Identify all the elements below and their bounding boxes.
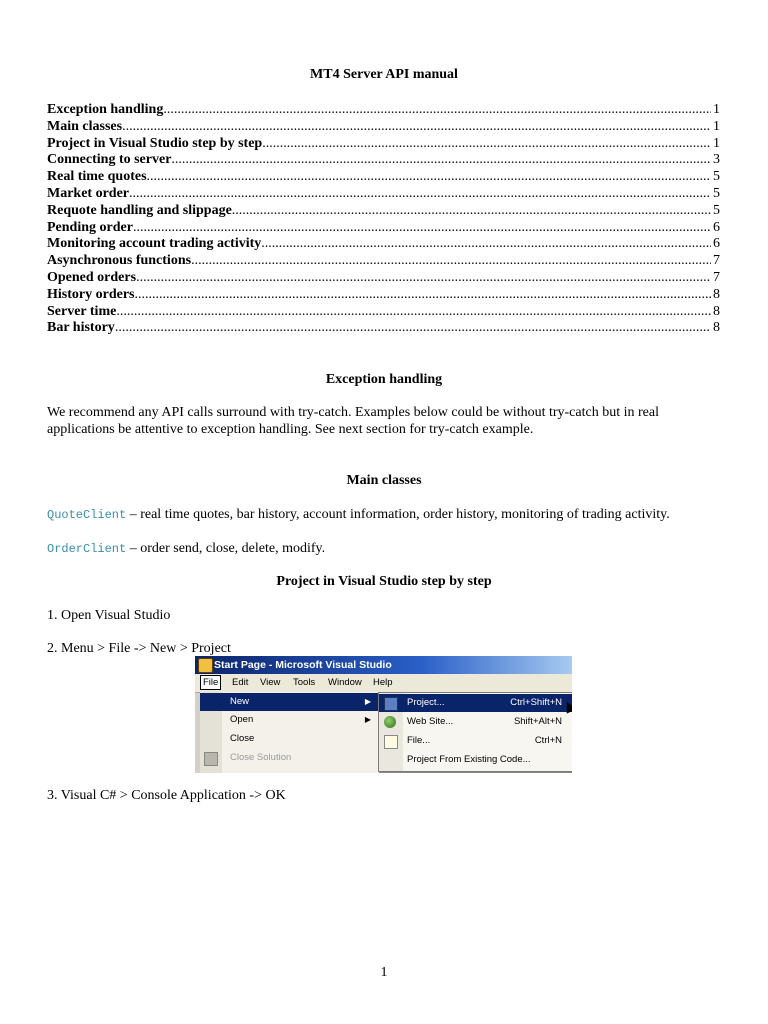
toc-leader-dots: [191, 253, 711, 270]
file-menu-open[interactable]: [200, 711, 379, 729]
table-of-contents: [47, 102, 720, 337]
menu-window[interactable]: Window: [328, 677, 362, 688]
toc-leader-dots: [163, 102, 711, 119]
toc-leader-dots: [262, 136, 711, 153]
file-menu-close-solution[interactable]: [200, 749, 379, 767]
window-title: Start Page - Microsoft Visual Studio: [214, 659, 392, 671]
toc-leader-dots: [147, 169, 711, 186]
toc-entry-page: 7: [713, 269, 720, 285]
toc-leader-dots: [115, 320, 711, 337]
toc-entry-title: Pending order: [47, 219, 133, 235]
toc-entry-title: Connecting to server: [47, 152, 172, 168]
step-2: 2. Menu > File -> New > Project: [47, 641, 231, 656]
new-submenu: [378, 692, 572, 772]
toc-leader-dots: [129, 186, 711, 203]
toc-entry[interactable]: [47, 220, 720, 237]
submenu-arrow-icon: ▶: [364, 715, 371, 724]
file-menu-open-label: Open: [230, 714, 254, 725]
file-menu-close-label: Close: [230, 733, 255, 744]
toc-entry-page: 5: [713, 169, 720, 185]
toc-entry-page: 8: [713, 286, 720, 302]
main-classes-heading: Main classes: [346, 473, 422, 488]
new-file-label: File...: [407, 735, 431, 746]
toc-entry[interactable]: [47, 152, 720, 169]
toc-entry[interactable]: [47, 203, 720, 220]
toc-entry[interactable]: [47, 136, 720, 153]
close-solution-icon: [204, 752, 218, 766]
toc-leader-dots: [261, 236, 711, 253]
toc-entry[interactable]: [47, 270, 720, 287]
new-project-shortcut: Ctrl+Shift+N: [510, 697, 562, 708]
project-heading: Project in Visual Studio step by step: [276, 574, 492, 589]
toc-entry-page: 6: [713, 219, 720, 235]
toc-leader-dots: [136, 270, 711, 287]
toc-entry-title: Market order: [47, 185, 130, 201]
order-client-desc: [47, 540, 727, 558]
toc-leader-dots: [116, 304, 711, 321]
menu-bar: [195, 674, 572, 693]
new-project-label: Project...: [407, 697, 445, 708]
menu-help[interactable]: Help: [373, 677, 393, 688]
toc-leader-dots: [134, 287, 711, 304]
new-project-item[interactable]: [379, 694, 572, 712]
step-3: 3. Visual C# > Console Application -> OK: [47, 788, 286, 803]
submenu-arrow-icon: ▶: [364, 697, 371, 706]
toc-entry[interactable]: [47, 320, 720, 337]
toc-entry-title: Real time quotes: [47, 169, 147, 185]
menu-edit[interactable]: Edit: [232, 677, 249, 688]
toc-entry-title: Requote handling and slippage: [47, 202, 232, 218]
file-menu-close-solution-label: Close Solution: [230, 752, 292, 763]
new-file-shortcut: Ctrl+N: [534, 735, 562, 746]
toc-entry-page: 8: [713, 320, 720, 336]
toc-entry[interactable]: [47, 119, 720, 136]
toc-entry-page: 5: [713, 202, 720, 218]
order-client-text: – order send, close, delete, modify.: [126, 541, 326, 556]
toc-entry[interactable]: [47, 102, 720, 119]
new-website-label: Web Site...: [407, 716, 454, 727]
toc-entry-title: Monitoring account trading activity: [47, 236, 262, 252]
toc-entry[interactable]: [47, 169, 720, 186]
toc-entry-title: Bar history: [47, 320, 115, 336]
toc-entry-title: Exception handling: [47, 102, 164, 117]
toc-entry-title: Opened orders: [47, 269, 137, 285]
page-title: MT4 Server API manual: [310, 67, 458, 82]
menu-file[interactable]: File: [200, 675, 221, 690]
toc-entry-page: 7: [713, 253, 720, 269]
new-website-item[interactable]: [379, 713, 572, 731]
toc-entry[interactable]: [47, 253, 720, 270]
toc-leader-dots: [133, 220, 711, 237]
new-file-item[interactable]: [379, 732, 572, 750]
toc-entry[interactable]: [47, 186, 720, 203]
toc-entry-page: 1: [713, 102, 720, 117]
web-site-icon: [384, 716, 396, 728]
toc-entry-page: 1: [713, 118, 720, 134]
order-client-code: OrderClient: [47, 542, 127, 556]
quote-client-desc: [47, 506, 727, 524]
visual-studio-screenshot: [195, 656, 572, 773]
toc-leader-dots: [171, 152, 711, 169]
quote-client-code: QuoteClient: [47, 508, 127, 522]
file-menu-new[interactable]: [200, 693, 379, 711]
toc-entry-title: Main classes: [47, 118, 123, 134]
toc-entry-title: Project in Visual Studio step by step: [47, 135, 263, 151]
toc-entry[interactable]: [47, 287, 720, 304]
toc-entry-page: 3: [713, 152, 720, 168]
menu-view[interactable]: View: [260, 677, 281, 688]
quote-client-text: – real time quotes, bar history, account information, order history, monitoring of trading activity.: [126, 507, 670, 522]
toc-entry-title: History orders: [47, 286, 135, 302]
toc-entry[interactable]: [47, 236, 720, 253]
file-menu-close[interactable]: [200, 730, 379, 748]
new-website-shortcut: Shift+Alt+N: [513, 716, 562, 727]
exception-heading: Exception handling: [325, 372, 443, 387]
toc-entry[interactable]: [47, 304, 720, 321]
project-from-existing-label: Project From Existing Code...: [407, 754, 531, 765]
file-menu-new-label: New: [230, 696, 250, 707]
toc-entry-page: 1: [713, 135, 720, 151]
toc-entry-page: 8: [713, 303, 720, 319]
file-icon: [384, 735, 398, 749]
page-number: 1: [380, 965, 388, 980]
visual-studio-icon: [198, 658, 213, 673]
toc-entry-page: 6: [713, 236, 720, 252]
toc-entry-page: 5: [713, 185, 720, 201]
window-title-bar: [195, 656, 572, 674]
toc-leader-dots: [232, 203, 711, 220]
menu-tools[interactable]: Tools: [293, 677, 316, 688]
file-menu: [200, 692, 380, 773]
project-icon: [384, 697, 398, 711]
toc-leader-dots: [122, 119, 711, 136]
toc-entry-title: Asynchronous functions: [47, 253, 192, 269]
project-from-existing-code-item[interactable]: [379, 751, 572, 769]
exception-text: We recommend any API calls surround with try-catch. Examples below could be without try-catch but in real applications be attentive to exception handling. See next section for try-catch example.: [47, 405, 659, 437]
toc-entry-title: Server time: [47, 303, 117, 319]
step-1: 1. Open Visual Studio: [47, 608, 171, 623]
